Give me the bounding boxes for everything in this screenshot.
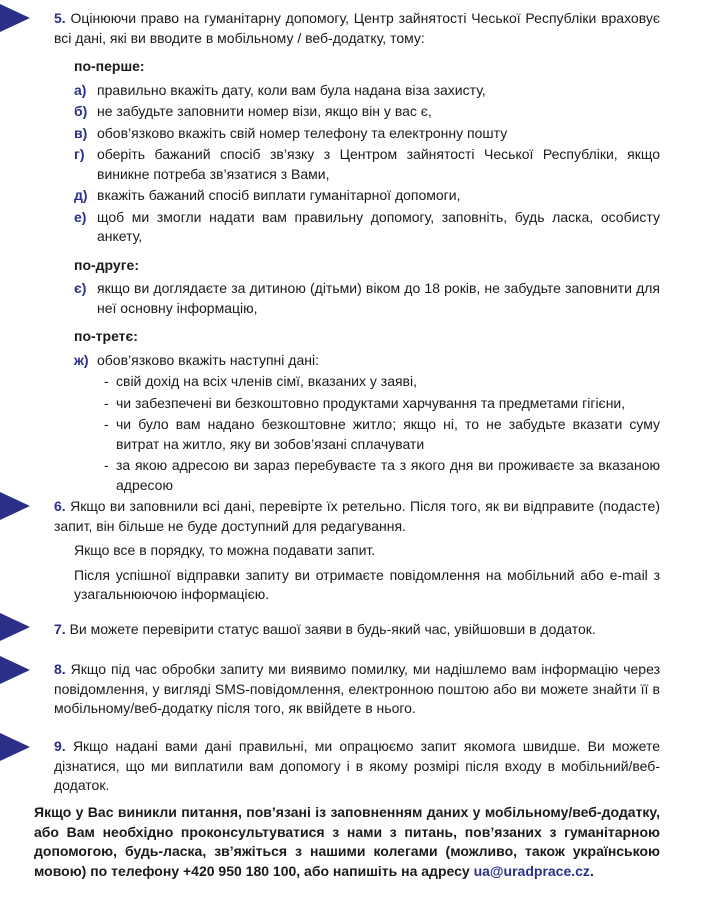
section-8-number: 8. <box>54 661 66 677</box>
item-text: вкажіть бажаний спосіб виплати гуманітарної допомоги, <box>97 187 461 203</box>
section-5-marker <box>0 4 30 32</box>
item-text: обов’язково вкажіть свій номер телефону та електронну пошту <box>97 124 508 141</box>
list-item <box>74 145 660 184</box>
section-5-intro-text: Оцінюючи право на гуманітарну допомогу, Центр зайнятості Чеської Республіки враховує всі дані, які ви вводите в мобільному / веб-додатку, тому: <box>54 10 660 46</box>
item-letter: д) <box>74 187 88 203</box>
item-letter: а) <box>74 81 87 98</box>
section-8-text: Якщо під час обробки запиту ми виявимо помилку, ми надішлемо вам інформацію через повідомлення, у вигляді SMS-повідомлення, електронною поштою або ви можете знайти її в мобільному/веб-додатку після того, як ввійдете в нього. <box>54 661 660 716</box>
section-9-number: 9. <box>54 738 66 754</box>
item-letter: ж) <box>74 351 89 368</box>
item-text: оберіть бажаний спосіб зв’язку з Центром зайнятості Чеської Республіки, якщо виникне потреба зв’язатися з Вами, <box>97 146 660 182</box>
group-1-list <box>74 81 660 247</box>
list-item <box>74 279 660 318</box>
dash-text: за якою адресою ви зараз перебуваєте та з якого дня ви проживаєте за вказаною адресою <box>116 457 660 493</box>
section-7-number: 7. <box>54 621 66 637</box>
list-item <box>74 186 660 206</box>
list-item <box>74 208 660 247</box>
list-item <box>74 102 660 122</box>
section-6 <box>54 497 660 605</box>
dash-item <box>104 372 660 392</box>
item-text: якщо ви доглядаєте за дитиною (дітьми) віком до 18 років, не забудьте заповнити для неї основну інформацію, <box>97 280 660 316</box>
dash-item <box>104 394 660 414</box>
group-2-list <box>74 279 660 318</box>
footer-note <box>34 803 660 881</box>
section-9-text: Якщо надані вами дані правильні, ми опрацюємо запит якомога швидше. Ви можете дізнатися, що ми виплатили вам допомогу і в якому розмірі після входу в мобільний/веб-додаток. <box>54 738 661 793</box>
group-2-heading: по-друге: <box>74 256 139 273</box>
section-6-p1 <box>54 497 660 536</box>
section-7-marker <box>0 613 30 641</box>
dash-text: свій дохід на всіх членів сімї, вказаних у заяві, <box>116 373 417 389</box>
group-3-heading: по-третє: <box>74 328 138 344</box>
email-link[interactable]: ua@uradprace.cz <box>473 862 590 879</box>
section-5 <box>54 9 660 495</box>
list-item <box>74 81 660 101</box>
section-7-text: Ви можете перевірити статус вашої заяви в будь-який час, увійшовши в додаток. <box>69 621 596 637</box>
list-item <box>74 351 660 371</box>
item-text: обов’язково вкажіть наступні дані: <box>97 351 319 368</box>
dash-item <box>104 456 660 495</box>
item-text: щоб ми змогли надати вам правильну допомогу, заповніть, будь ласка, особисту анкету, <box>97 208 660 244</box>
section-9-marker <box>0 733 30 761</box>
section-6-number: 6. <box>54 498 66 514</box>
dash-bullet: - <box>104 394 109 411</box>
item-text: не забудьте заповнити номер візи, якщо він у вас є, <box>97 103 432 119</box>
section-6-p1-text: Якщо ви заповнили всі дані, перевірте їх ретельно. Після того, як ви відправите (подасте) запит, він більше не буде доступний для редагування. <box>54 498 660 534</box>
list-item <box>74 124 660 144</box>
section-9 <box>54 737 660 796</box>
section-8-marker <box>0 656 30 684</box>
dash-bullet: - <box>104 457 109 473</box>
section-6-marker <box>0 492 30 520</box>
item-text: правильно вкажіть дату, коли вам була надана віза захисту, <box>97 81 486 98</box>
dash-text: чи було вам надано безкоштовне житло; якщо ні, то не забудьте вказати суму витрат на житло, яку ви зобов’язані сплачувати <box>116 416 660 452</box>
footer-end: . <box>589 862 594 879</box>
section-5-intro <box>54 9 660 48</box>
section-5-number: 5. <box>54 10 66 26</box>
group-1-heading: по-перше: <box>74 58 145 74</box>
section-6-p2: Якщо все в порядку, то можна подавати запит. <box>74 542 376 558</box>
section-7 <box>54 620 660 640</box>
item-letter: б) <box>74 103 88 119</box>
dash-bullet: - <box>104 416 109 432</box>
section-8 <box>54 660 660 719</box>
dash-text: чи забезпечені ви безкоштовно продуктами харчування та предметами гігієни, <box>116 394 626 411</box>
item-letter: в) <box>74 124 88 141</box>
item-letter: є) <box>74 280 87 296</box>
dash-item <box>104 415 660 454</box>
section-6-p3: Після успішної відправки запиту ви отримаєте повідомлення на мобільний або e-mail з узагальнюючою інформацією. <box>74 566 660 602</box>
item-letter: е) <box>74 208 87 225</box>
item-letter: г) <box>74 146 85 162</box>
footer-text: Якщо у Вас виникли питання, пов’язані із заповненням даних у мобільному/веб-додатку, або Вам необхідно проконсультуватися з нами з питань, пов’язаних з гуманітарною допомогою, будь-ласка, зв’яжіться з нашими колегами (можливо, також українською мовою) по телефону +420 950 180 100, або напишіть на адресу <box>34 804 660 879</box>
group-3-list <box>74 351 660 496</box>
dash-bullet: - <box>104 373 109 389</box>
